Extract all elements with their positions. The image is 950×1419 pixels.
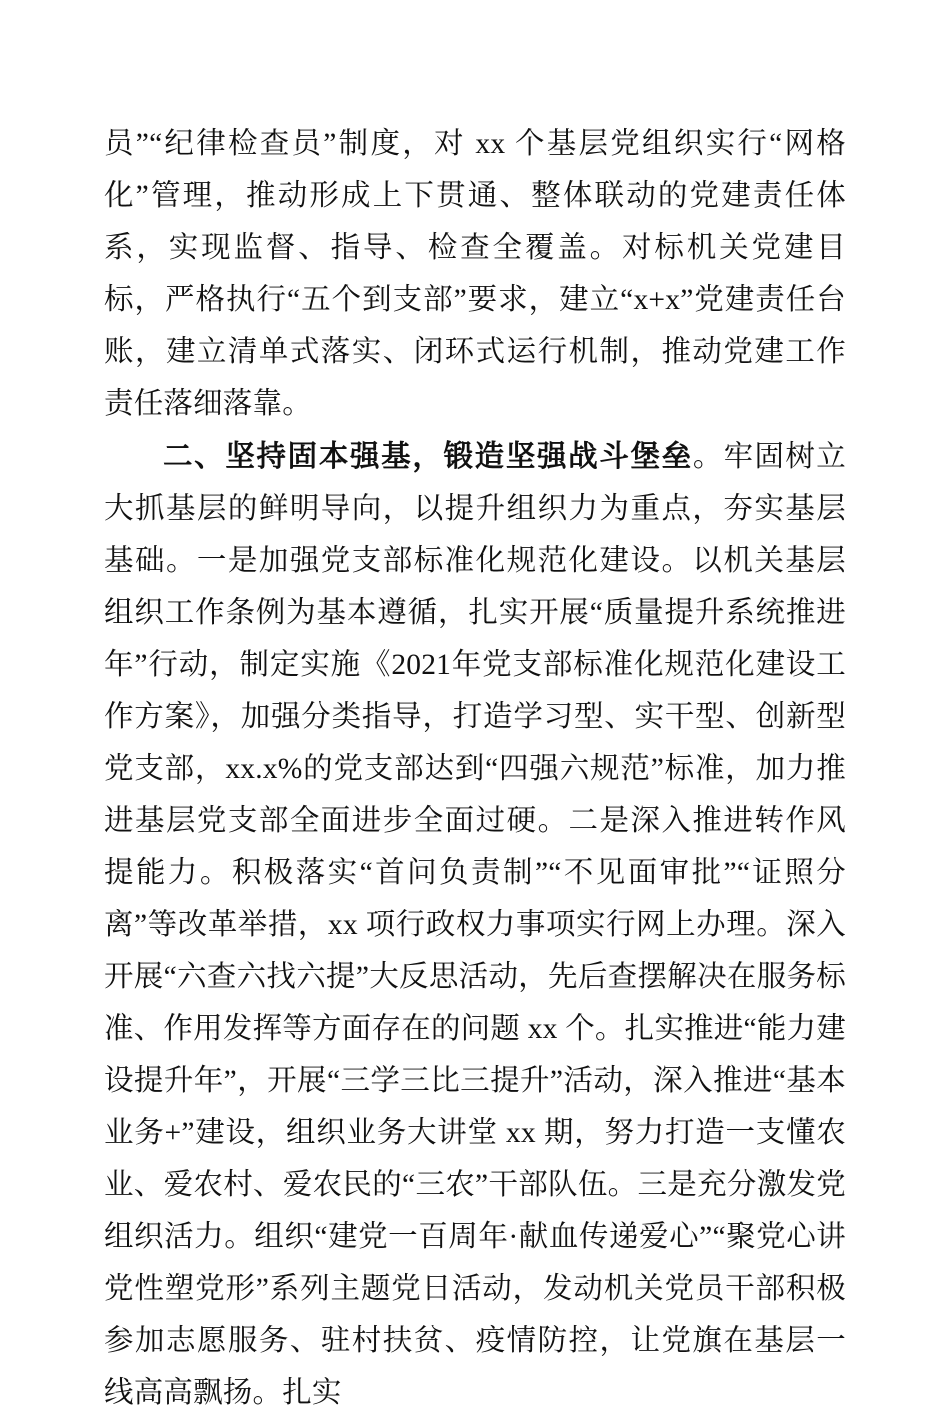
- paragraph-2-text: 。牢固树立大抓基层的鲜明导向，以提升组织力为重点，夯实基层基础。一是加强党支部标准化规范化建设。以机关基层组织工作条例为基本遵循，扎实开展“质量提升系统推进年”行动，制定实施《2021年党支部标准化规范化建设工作方案》，加强分类指导，打造学习型、实干型、创新型党支部，xx.x%的党支部达到“四强六规范”标准，加力推进基层党支部全面进步全面过硬。二是深入推进转作风提能力。积极落实“首问负责制”“不见面审批”“证照分离”等改革举措，xx 项行政权力事项实行网上办理。深入开展“六查六找六提”大反思活动，先后查摆解决在服务标准、作用发挥等方面存在的问题 xx 个。扎实推进“能力建设提升年”，开展“三学三比三提升”活动，深入推进“基本业务+”建设，组织业务大讲堂 xx 期，努力打造一支懂农业、爱农村、爱农民的“三农”干部队伍。三是充分激发党组织活力。组织“建党一百周年·献血传递爱心”“聚党心讲党性塑党形”系列主题党日活动，发动机关党员干部积极参加志愿服务、驻村扶贫、疫情防控，让党旗在基层一线高高飘扬。扎实: [104, 441, 846, 1409]
- paragraph-1: [104, 118, 846, 430]
- paragraph-1-text: 员”“纪律检查员”制度，对 xx 个基层党组织实行“网格化”管理，推动形成上下贯通、整体联动的党建责任体系，实现监督、指导、检查全覆盖。对标机关党建目标，严格执行“五个到支部”要求，建立“x+x”党建责任台账，建立清单式落实、闭环式运行机制，推动党建工作责任落细落靠。: [104, 128, 846, 420]
- section-heading-two: 二、坚持固本强基，锻造坚强战斗堡垒: [163, 439, 693, 473]
- paragraph-2: [104, 430, 846, 1419]
- document-body: [104, 118, 846, 1419]
